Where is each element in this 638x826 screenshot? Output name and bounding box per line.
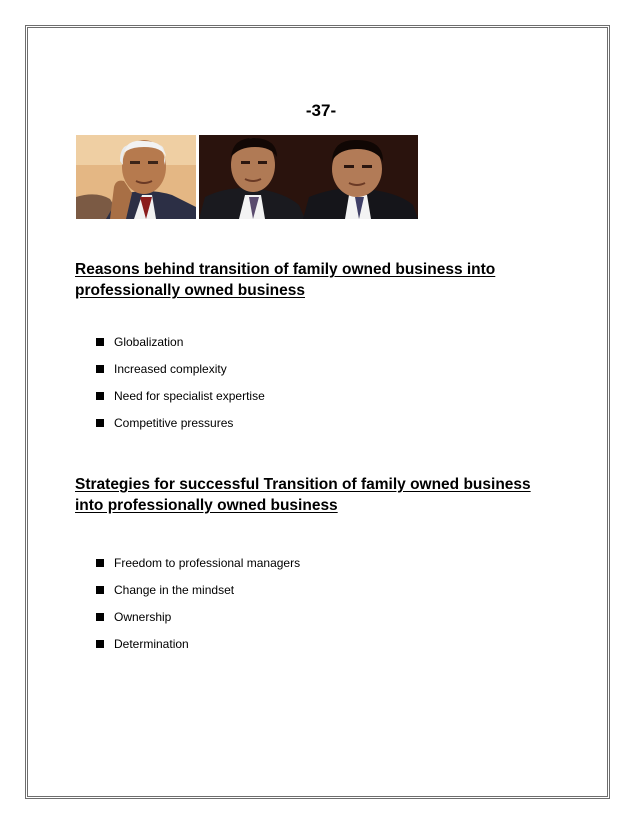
section-heading-reasons: Reasons behind transition of family owned business into professionally owned business — [75, 261, 496, 299]
reasons-list — [96, 334, 265, 442]
duo-photo — [199, 135, 418, 219]
list-item-label: Change in the mindset — [114, 583, 235, 597]
list-item — [96, 334, 265, 361]
list-item — [96, 555, 300, 582]
square-bullet-icon — [96, 559, 104, 567]
list-item-label: Competitive pressures — [114, 416, 234, 430]
square-bullet-icon — [96, 640, 104, 648]
portrait-photo — [76, 135, 196, 219]
list-item — [96, 582, 300, 609]
list-item-label: Increased complexity — [114, 362, 227, 376]
list-item — [96, 636, 300, 663]
list-item — [96, 415, 265, 442]
square-bullet-icon — [96, 613, 104, 621]
list-item — [96, 361, 265, 388]
list-item-label: Need for specialist expertise — [114, 389, 265, 403]
section-heading-strategies: Strategies for successful Transition of family owned business into professionally owned business — [75, 476, 531, 514]
square-bullet-icon — [96, 419, 104, 427]
list-item-label: Freedom to professional managers — [114, 556, 301, 570]
square-bullet-icon — [96, 392, 104, 400]
list-item — [96, 609, 300, 636]
square-bullet-icon — [96, 365, 104, 373]
list-item-label: Determination — [114, 637, 189, 651]
square-bullet-icon — [96, 586, 104, 594]
square-bullet-icon — [96, 338, 104, 346]
list-item — [96, 388, 265, 415]
strategies-list — [96, 555, 300, 663]
page-number: -37- — [305, 101, 337, 120]
list-item-label: Ownership — [114, 610, 172, 624]
list-item-label: Globalization — [114, 335, 184, 349]
